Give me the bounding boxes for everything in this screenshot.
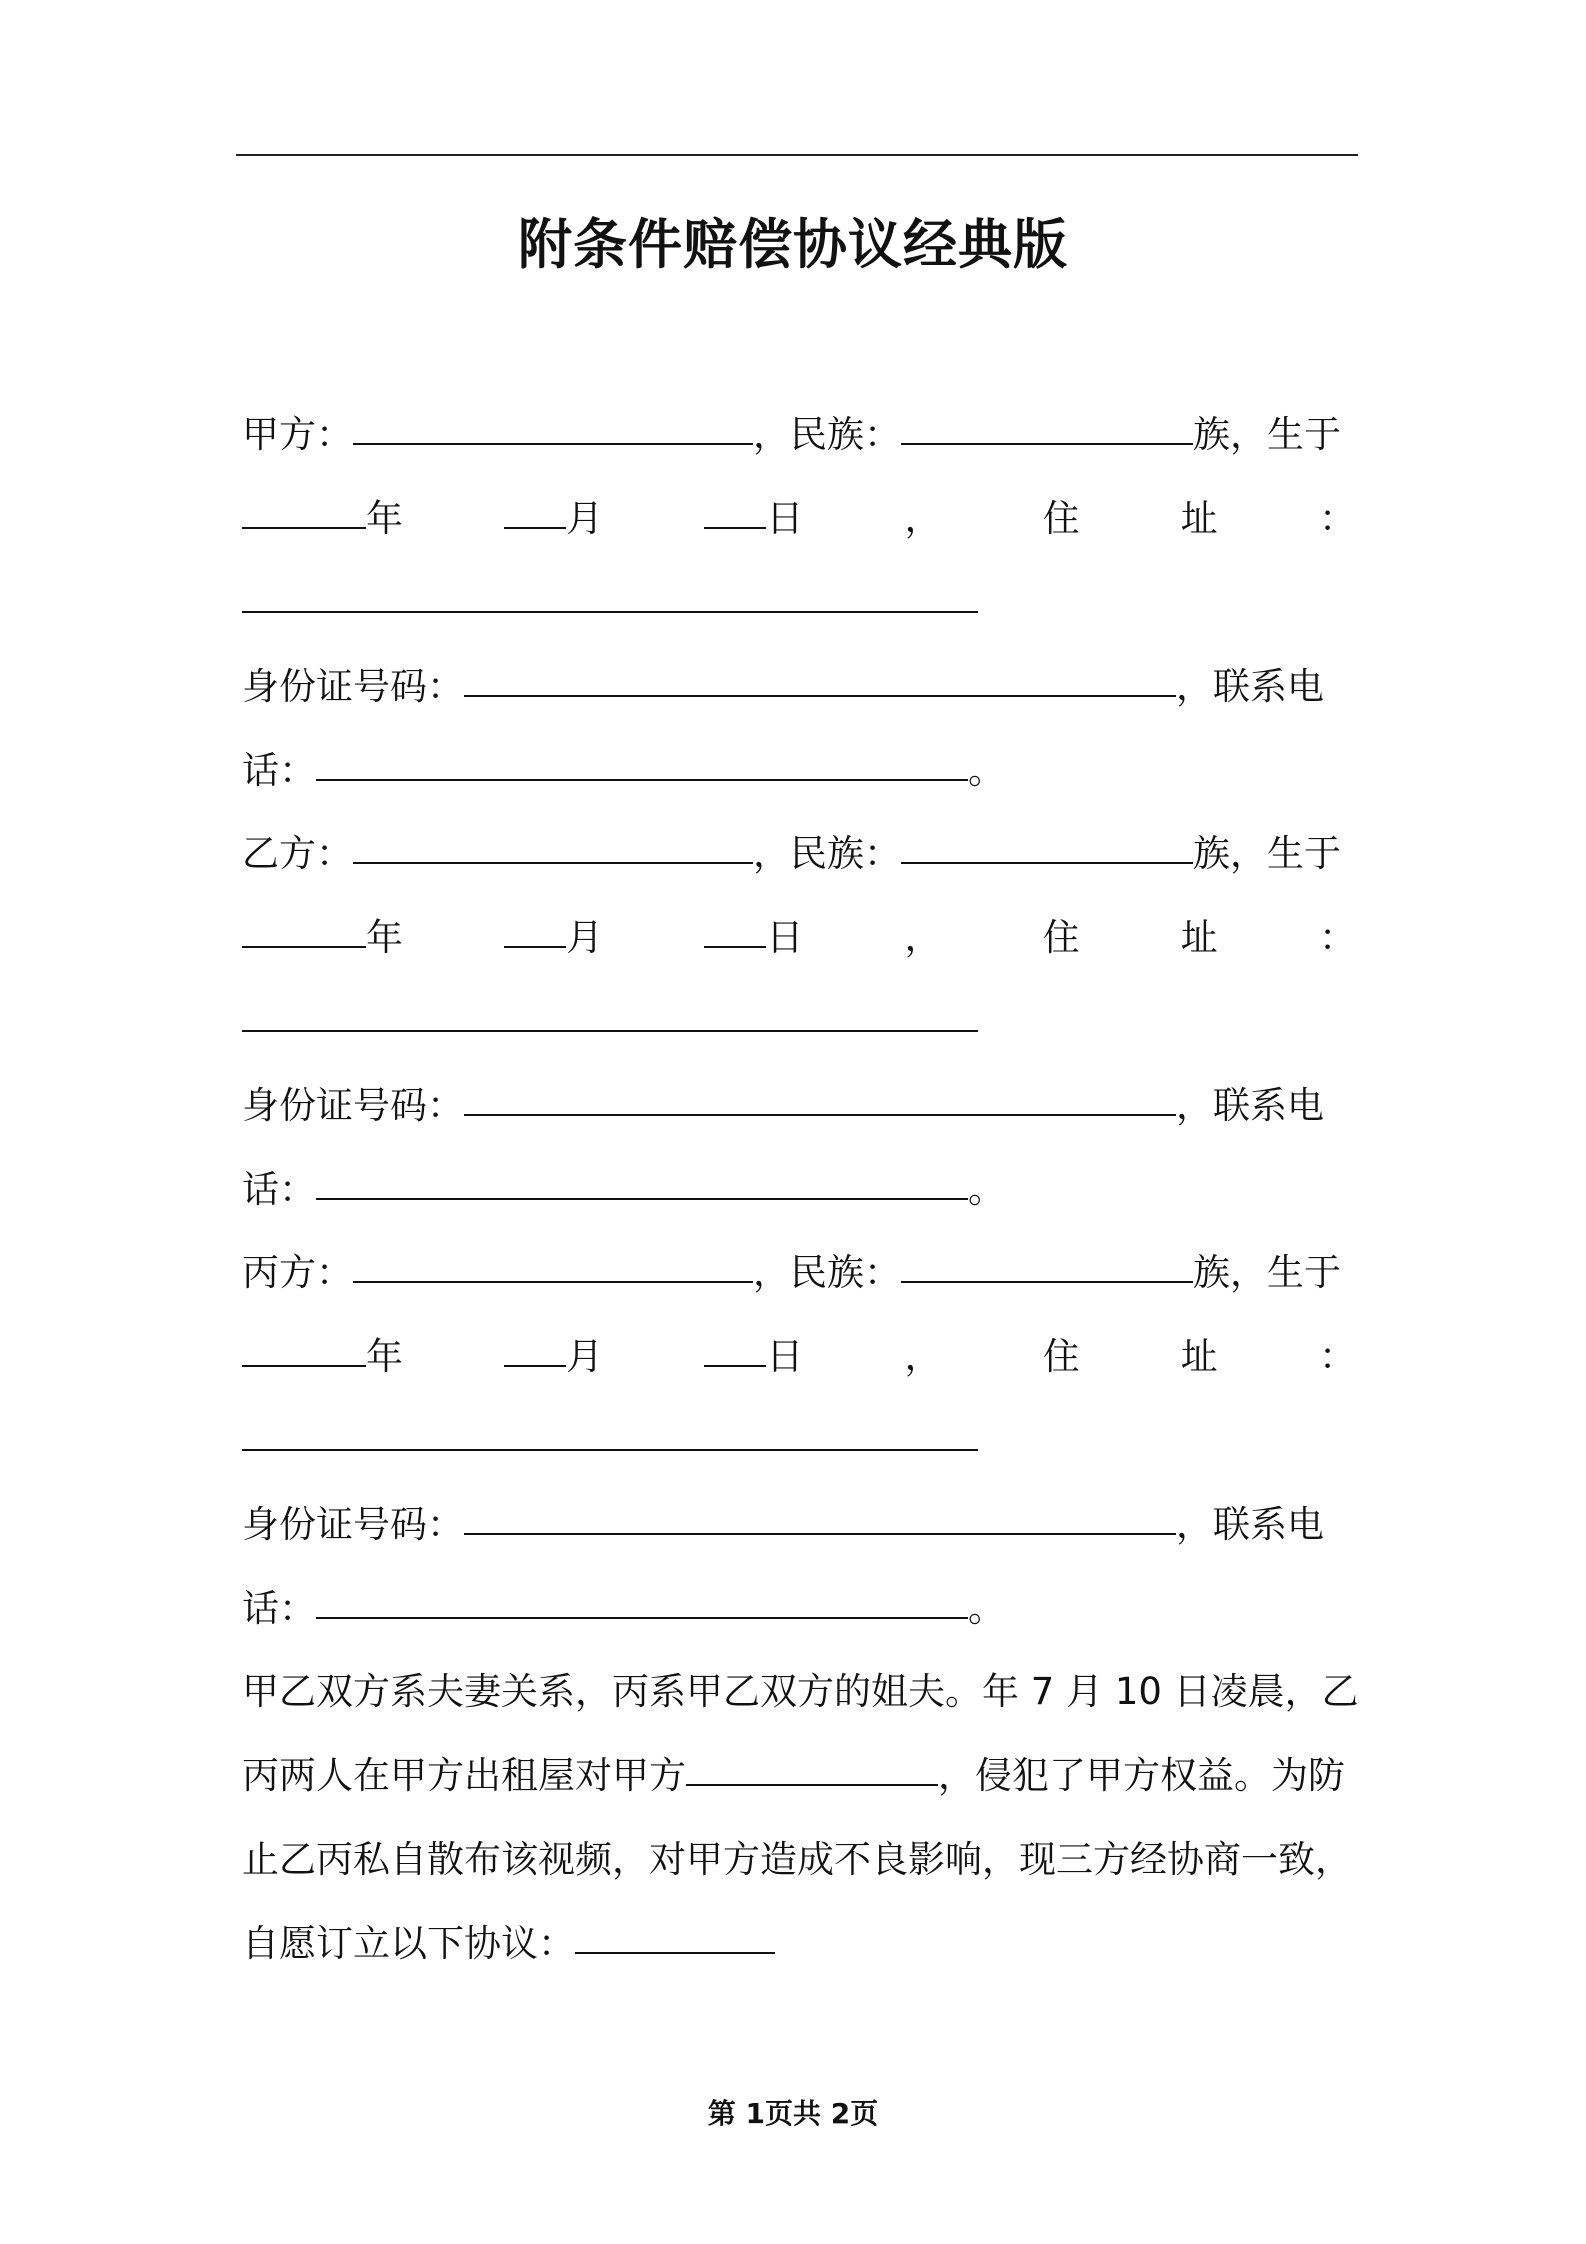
birth-year-blank [242, 1325, 366, 1367]
year-label: 年 [366, 1335, 403, 1378]
party-c-label: 丙方： [242, 1251, 353, 1294]
birth-year-blank [242, 487, 366, 529]
period: 。 [968, 1587, 1005, 1630]
document-title: 附条件赔偿协议经典版 [518, 213, 1068, 276]
party-a-address-line [242, 572, 1356, 634]
address-label-zhi: 址 [1180, 916, 1218, 959]
party-c-birth-line [242, 1326, 1356, 1388]
body-line-3 [242, 1829, 1356, 1891]
body-text-4: 自愿订立以下协议： [242, 1922, 575, 1965]
body-line-4 [242, 1913, 1356, 1975]
party-a-id-blank [464, 655, 1176, 697]
comma: ， [904, 497, 942, 540]
address-label-zhu: 住 [1042, 497, 1080, 540]
party-c-name-blank [353, 1241, 753, 1283]
address-label-zhi: 址 [1180, 497, 1218, 540]
id-number-label: 身份证号码： [242, 1084, 464, 1127]
day-label: 日 [766, 1335, 804, 1378]
ethnicity-suffix: 族，生于 [1193, 1251, 1341, 1294]
period: 。 [968, 749, 1005, 792]
birth-day-blank [704, 487, 766, 529]
body-text-2a: 丙两人在甲方出租屋对甲方 [242, 1754, 686, 1797]
comma: ， [904, 916, 942, 959]
address-colon: ： [1318, 497, 1356, 540]
birth-month-blank [504, 1325, 566, 1367]
ethnicity-label: ，民族： [753, 1251, 901, 1294]
contact-label: ，联系电 [1176, 1503, 1324, 1546]
contact-label: ，联系电 [1176, 665, 1324, 708]
party-a-birth-line [242, 488, 1356, 550]
phone-label: 话： [242, 1587, 316, 1630]
address-colon: ： [1318, 1335, 1356, 1378]
body-line-2 [242, 1745, 1356, 1807]
party-b-birth-line [242, 907, 1356, 969]
party-b-name-line [242, 823, 1356, 885]
phone-label: 话： [242, 1168, 316, 1211]
violation-blank [686, 1744, 938, 1786]
party-a-address-blank [242, 571, 978, 613]
party-b-id-blank [464, 1074, 1176, 1116]
body-text-1: 甲乙双方系夫妻关系，丙系甲乙双方的姐夫。年 7 月 10 日凌晨，乙 [242, 1670, 1359, 1713]
party-b-phone-line [242, 1159, 1356, 1221]
address-label-zhi: 址 [1180, 1335, 1218, 1378]
party-c-address-line [242, 1410, 1356, 1472]
page-number: 第 1页共 2页 [707, 2097, 879, 2130]
body-text-3: 止乙丙私自散布该视频，对甲方造成不良影响，现三方经协商一致， [242, 1838, 1352, 1881]
ethnicity-suffix: 族，生于 [1193, 832, 1341, 875]
birth-day-blank [704, 906, 766, 948]
id-number-label: 身份证号码： [242, 665, 464, 708]
party-c-address-blank [242, 1409, 978, 1451]
party-a-phone-blank [316, 739, 968, 781]
month-label: 月 [566, 497, 604, 540]
address-colon: ： [1318, 916, 1356, 959]
party-b-address-blank [242, 990, 978, 1032]
party-a-phone-line [242, 740, 1356, 802]
party-b-phone-blank [316, 1158, 968, 1200]
phone-label: 话： [242, 749, 316, 792]
birth-month-blank [504, 487, 566, 529]
day-label: 日 [766, 497, 804, 540]
party-c-id-blank [464, 1493, 1176, 1535]
month-label: 月 [566, 916, 604, 959]
body-text-2b: ，侵犯了甲方权益。为防 [938, 1754, 1345, 1797]
party-a-id-line [242, 656, 1356, 718]
ethnicity-label: ，民族： [753, 832, 901, 875]
comma: ， [904, 1335, 942, 1378]
birth-month-blank [504, 906, 566, 948]
year-label: 年 [366, 497, 403, 540]
birth-year-blank [242, 906, 366, 948]
party-b-id-line [242, 1075, 1356, 1137]
ethnicity-label: ，民族： [753, 413, 901, 456]
ethnicity-suffix: 族，生于 [1193, 413, 1341, 456]
address-label-zhu: 住 [1042, 1335, 1080, 1378]
contact-label: ，联系电 [1176, 1084, 1324, 1127]
party-b-ethnicity-blank [901, 822, 1193, 864]
id-number-label: 身份证号码： [242, 1503, 464, 1546]
party-c-phone-line [242, 1578, 1356, 1640]
day-label: 日 [766, 916, 804, 959]
party-a-ethnicity-blank [901, 403, 1193, 445]
agreement-blank [575, 1912, 775, 1954]
party-b-address-line [242, 991, 1356, 1053]
party-c-phone-blank [316, 1577, 968, 1619]
party-c-ethnicity-blank [901, 1241, 1193, 1283]
party-b-label: 乙方： [242, 832, 353, 875]
period: 。 [968, 1168, 1005, 1211]
party-a-label: 甲方： [242, 413, 353, 456]
body-line-1 [242, 1661, 1359, 1723]
party-c-id-line [242, 1494, 1356, 1556]
address-label-zhu: 住 [1042, 916, 1080, 959]
birth-day-blank [704, 1325, 766, 1367]
header-rule [236, 154, 1358, 156]
party-a-name-line [242, 404, 1356, 466]
month-label: 月 [566, 1335, 604, 1378]
party-b-name-blank [353, 822, 753, 864]
party-c-name-line [242, 1242, 1356, 1304]
year-label: 年 [366, 916, 403, 959]
party-a-name-blank [353, 403, 753, 445]
